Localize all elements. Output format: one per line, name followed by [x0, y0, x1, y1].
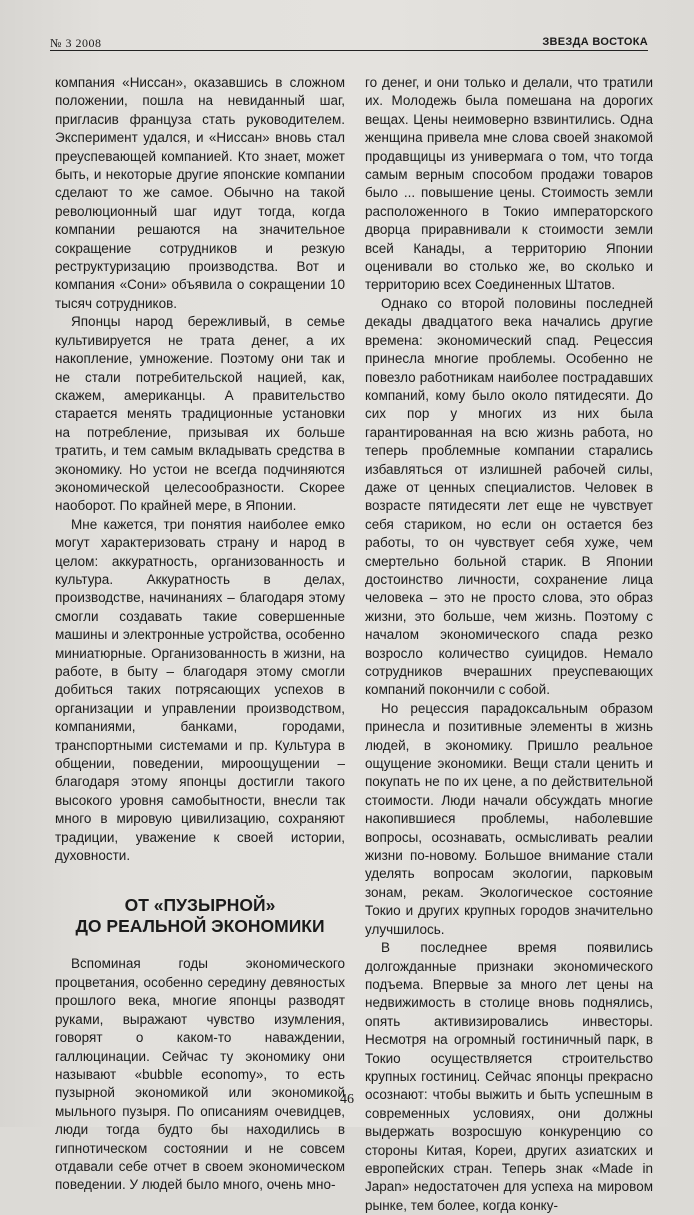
section-heading-line: ДО РЕАЛЬНОЙ ЭКОНОМИКИ — [75, 916, 325, 937]
paragraph: Вспоминая годы экономического процветания, особенно середину девяностых прошлого века, многие японцы разводят руками, выражают чувство изумления, говорят о каком-то наваждении, галлюцинации. Сейчас ту экономику они называют «bubble economy», то есть пузырной экономикой или экономикой мыльного пузыря. По описаниям очевидцев, люди тогда будто бы находились в гипнотическом состоянии и не совсем отдавали себе отчет в своем экономическом поведении. У людей было много, очень мно- — [55, 956, 345, 1193]
section-heading-line: ОТ «ПУЗЫРНОЙ» — [124, 895, 276, 916]
paragraph: Однако со второй половины последней декады двадцатого века начались другие времена: экономический спад. Рецессия принесла многие проблемы. Особенно не повезло работникам наиболее пострадавших компаний, кому было около пятидесяти. До сих пор у многих из них была гарантированная на всю жизнь работа, но теперь проблемные компании старались избавляться от излишней рабочей силы, даже от ценных специалистов. Человек в возрасте пятидесяти лет еще не чувствует себя стариком, но если он остается без работы, то он чувствует себя хуже, чем смертельно больной старик. В Японии достоинство личности, сохранение лица человека – это не просто слова, это образ жизни, это больше, чем жизнь. Поэтому с началом экономического спада резко возросло количество суицидов. Немало сотрудников вчерашних преуспевающих компаний покончили с собой. — [365, 295, 653, 698]
paragraph: Мне кажется, три понятия наиболее емко могут характеризовать страну и народ в целом: аккуратность, организованность и культура. Аккуратность в делах, производстве, начинаниях – благодаря этому смогли создавать такие совершенные машины и электронные устройства, особенно миниатюрные. Организованность в жизни, на работе, в быту – благодаря этому смогли добиться таких потрясающих успехов в организации и управлении производством, компаниями, банками, городами, транспортными системами и пр. Культура в общении, поведении, мироощущении – благодаря этому японцы достигли такого высокого уровня самобытности, внесли так много в мировую цивилизацию, сохраняют традиции, уважение к своей истории, духовности. — [55, 516, 345, 864]
header-rule — [50, 50, 648, 51]
page-number: 46 — [340, 1092, 354, 1107]
right-column — [365, 74, 653, 1215]
paragraph: Но рецессия парадоксальным образом принесла и позитивные элементы в жизнь людей, в экономику. Пришло реальное ощущение экономики. Вещи стали ценить и покупать не по их цене, а по действительной стоимости. Люди начали обсуждать многие накопившиеся проблемы, наболевшие вопросы, осознавать, осмысливать реалии жизни по-новому. Большое внимание стали уделять вопросам экологии, парковым зонам, рекам. Экологическое состояние Токио и других крупных городов значительно улучшилось. — [365, 700, 653, 937]
paragraph: го денег, и они только и делали, что тратили их. Молодежь была помешана на дорогих вещах. Цены неимоверно взвинтились. Одна женщина привела мне слова своей знакомой продавщицы из универмага о том, что тогда самым верным способом продажи товаров было ... повышение цены. Стоимость земли расположенного в Токио императорского дворца приравнивали к стоимости земли всей Канады, а территорию Японии оценивали во столько же, во сколько и территорию всех Соединенных Штатов. — [365, 75, 653, 293]
paragraph: В последнее время появились долгожданные признаки экономического подъема. Впервые за много лет цены на недвижимость в столице вновь поднялись, опять активизировались инвесторы. Несмотря на огромный гостиничный парк, в Токио осуществляется строительство крупных гостиниц. Сейчас японцы прекрасно осознают: чтобы выжить и быть успешным в современных условиях, они должны выдержать возросшую конкуренцию со стороны Китая, Кореи, других азиатских и европейских стран. Теперь знак «Made in Japan» недостаточен для успеха на мировом рынке, тем более, когда конку- — [365, 940, 653, 1213]
section-heading — [55, 895, 345, 937]
paragraph: компания «Ниссан», оказавшись в сложном положении, пошла на невиданный шаг, пригласив француза стать руководителем. Эксперимент удался, и «Ниссан» вновь стал преуспевающей компанией. Кто знает, может быть, и некоторые другие японские компании сделают то же самое. Обычно на такой революционный шаг идут тогда, когда компании решаются на значительное сокращение сотрудников и резкую реструктуризацию производства. Вот и компания «Сони» объявила о сокращении 10 тысяч сотрудников. — [55, 75, 345, 311]
issue-number: № 3 2008 — [50, 36, 102, 50]
paragraph: Японцы народ бережливый, в семье культивируется не трата денег, а их накопление, умножение. Поэтому они так и не стали потребительской нацией, как, скажем, американцы. А правительство старается менять традиционные установки на потребление, призывая их больше тратить, и тем самым вкладывать средства в экономику. Но устои не всегда подчиняются экономической целесообразности. Скорее наоборот. По крайней мере, в Японии. — [55, 314, 345, 514]
running-header — [50, 34, 648, 50]
journal-title: ЗВЕЗДА ВОСТОКА — [542, 36, 648, 48]
left-column — [55, 74, 345, 1195]
